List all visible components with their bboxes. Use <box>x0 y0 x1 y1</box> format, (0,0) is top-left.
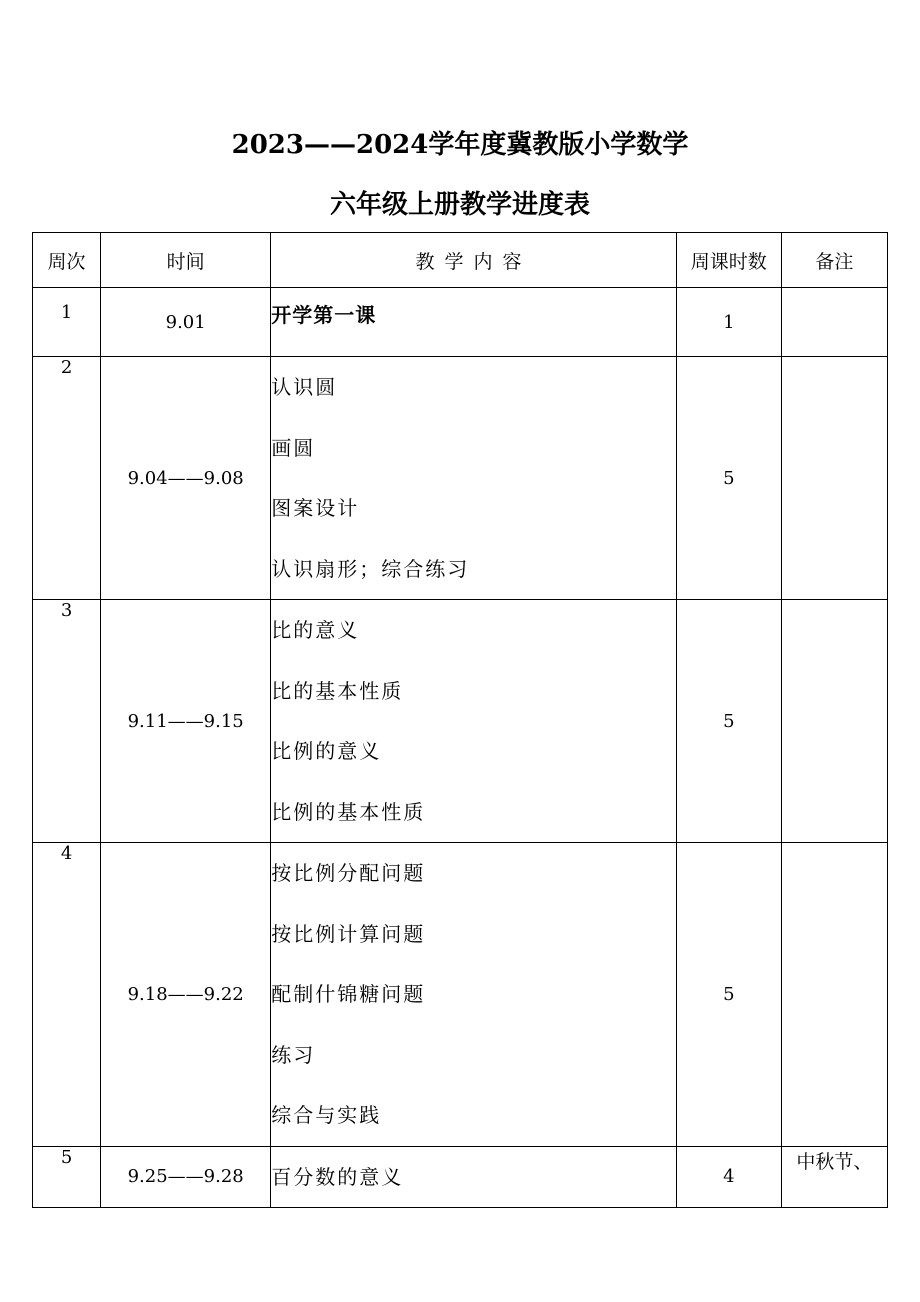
hours-cell: 4 <box>676 1146 781 1208</box>
content-item: 配制什锦糖问题 <box>271 982 426 1006</box>
table-header-row <box>33 233 888 288</box>
document-title: 2023——2024学年度冀教版小学数学 <box>231 130 689 160</box>
content-item: 百分数的意义 <box>271 1164 404 1189</box>
table-row <box>33 357 888 600</box>
content-item: 综合与实践 <box>271 1103 382 1127</box>
content-cell <box>271 843 676 1147</box>
content-cell <box>271 288 676 357</box>
week-cell: 2 <box>33 357 101 600</box>
table-row <box>33 1146 888 1208</box>
content-item: 图案设计 <box>271 496 360 520</box>
time-cell: 9.01 <box>101 288 271 357</box>
schedule-table <box>32 232 888 1208</box>
hours-cell: 5 <box>676 843 781 1147</box>
table-row <box>33 288 888 357</box>
header-hours: 周课时数 <box>676 233 781 288</box>
document-subtitle: 六年级上册教学进度表 <box>329 190 590 220</box>
content-cell <box>271 1146 676 1208</box>
content-item: 比的意义 <box>271 618 360 642</box>
content-item: 比的基本性质 <box>271 678 404 703</box>
note-cell: 中秋节、 <box>781 1146 887 1208</box>
header-note: 备注 <box>781 233 887 288</box>
content-item: 比例的基本性质 <box>271 799 426 824</box>
content-item: 比例的意义 <box>271 739 382 763</box>
time-cell: 9.25——9.28 <box>101 1146 271 1208</box>
note-cell <box>781 357 887 600</box>
note-cell <box>781 843 887 1147</box>
hours-cell: 5 <box>676 357 781 600</box>
content-item: 开学第一课 <box>271 303 377 327</box>
week-cell: 3 <box>33 600 101 843</box>
content-item: 按比例分配问题 <box>271 861 426 885</box>
table-row <box>33 600 888 843</box>
table-row <box>33 843 888 1147</box>
header-time: 时间 <box>101 233 271 288</box>
hours-cell: 5 <box>676 600 781 843</box>
content-cell <box>271 357 676 600</box>
header-week: 周次 <box>33 233 101 288</box>
content-cell <box>271 600 676 843</box>
content-item: 练习 <box>271 1042 316 1067</box>
time-cell: 9.18——9.22 <box>101 843 271 1147</box>
time-cell: 9.04——9.08 <box>101 357 271 600</box>
content-item: 画圆 <box>271 435 316 460</box>
header-content: 教学内容 <box>271 233 676 288</box>
note-cell <box>781 288 887 357</box>
content-item: 按比例计算问题 <box>271 921 426 946</box>
hours-cell: 1 <box>676 288 781 357</box>
time-cell: 9.11——9.15 <box>101 600 271 843</box>
week-cell: 4 <box>33 843 101 1147</box>
note-cell <box>781 600 887 843</box>
week-cell: 5 <box>33 1146 101 1208</box>
week-cell: 1 <box>33 288 101 357</box>
content-item: 认识圆 <box>271 375 338 399</box>
content-item: 认识扇形；综合练习 <box>271 556 470 581</box>
